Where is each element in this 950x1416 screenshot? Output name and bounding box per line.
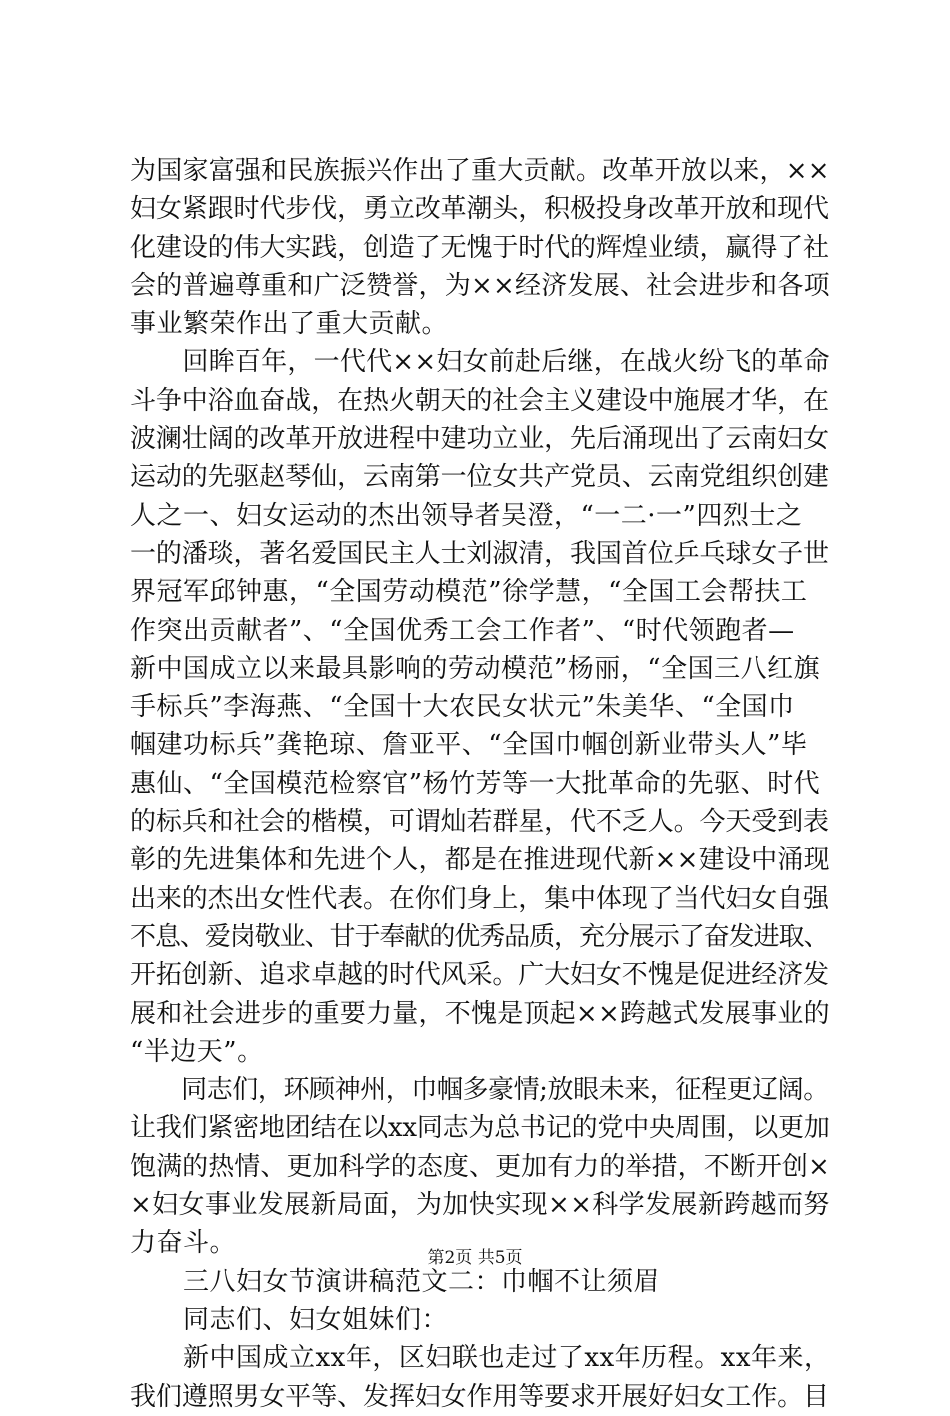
text-line: “半边天”。 xyxy=(130,1036,264,1067)
text-line: 惠仙、“全国模范检察官”杨竹芳等一大批革命的先驱、时代 xyxy=(130,768,821,799)
text-line: 事业繁荣作出了重大贡献。 xyxy=(130,309,449,340)
text-line: 会的普遍尊重和广泛赞誉，为××经济发展、社会进步和各项 xyxy=(130,270,830,301)
text-line: 波澜壮阔的改革开放进程中建功立业，先后涌现出了云南妇女 xyxy=(130,424,829,455)
text-line: 妇女紧跟时代步伐，勇立改革潮头，积极投身改革开放和现代 xyxy=(130,194,829,225)
text-line: 手标兵”李海燕、“全国十大农民女状元”朱美华、“全国巾 xyxy=(130,692,795,723)
text-line: 为国家富强和民族振兴作出了重大贡献。改革开放以来，×× xyxy=(130,156,830,186)
text-line: 同志们、妇女姐妹们： xyxy=(130,1304,449,1335)
text-line: 帼建功标兵”龚艳琼、詹亚平、“全国巾帼创新业带头人”毕 xyxy=(130,730,808,761)
text-line: 饱满的热情、更加科学的态度、更加有力的举措，不断开创× xyxy=(130,1151,830,1182)
text-line: 同志们，环顾神州，巾帼多豪情;放眼未来，征程更辽阔。 xyxy=(130,1075,829,1106)
text-line: 不息、爱岗敬业、甘于奉献的优秀品质，充分展示了奋发进取、 xyxy=(130,921,829,952)
text-line: 新中国成立以来最具影响的劳动模范”杨丽，“全国三八红旗 xyxy=(130,653,821,684)
text-line: 开拓创新、追求卓越的时代风采。广大妇女不愧是促进经济发 xyxy=(130,960,829,991)
text-line: 的标兵和社会的楷模，可谓灿若群星，代不乏人。今天受到表 xyxy=(130,807,829,838)
text-line: ×妇女事业发展新局面，为加快实现××科学发展新跨越而努 xyxy=(130,1190,830,1221)
body-text xyxy=(130,152,830,1416)
text-line: 一的潘琰，著名爱国民主人士刘淑清，我国首位乒乓球女子世 xyxy=(130,538,829,569)
text-line: 回眸百年，一代代××妇女前赴后继，在战火纷飞的革命 xyxy=(130,347,830,378)
text-line: 展和社会进步的重要力量，不愧是顶起××跨越式发展事业的 xyxy=(130,998,830,1029)
text-line: 让我们紧密地团结在以xx同志为总书记的党中央周围，以更加 xyxy=(130,1113,830,1144)
text-line: 力奋斗。 xyxy=(130,1228,237,1259)
text-line: 彰的先进集体和先进个人，都是在推进现代新××建设中涌现 xyxy=(130,845,830,876)
text-line: 化建设的伟大实践，创造了无愧于时代的辉煌业绩，赢得了社 xyxy=(130,232,829,263)
page-footer: 第2页 共5页 xyxy=(427,1248,523,1268)
text-line: 三八妇女节演讲稿范文二：巾帼不让须眉 xyxy=(130,1266,661,1297)
text-line: 我们遵照男女平等、发挥妇女作用等要求开展好妇女工作。目 xyxy=(130,1381,829,1412)
text-line: 作突出贡献者”、“全国优秀工会工作者”、“时代领跑者— xyxy=(130,615,795,646)
text-line: 新中国成立xx年，区妇联也走过了xx年历程。xx年来， xyxy=(130,1343,831,1374)
text-line: 斗争中浴血奋战，在热火朝天的社会主义建设中施展才华，在 xyxy=(130,385,829,416)
text-line: 运动的先驱赵琴仙，云南第一位女共产党员、云南党组织创建 xyxy=(130,462,829,493)
text-line: 界冠军邱钟惠，“全国劳动模范”徐学慧，“全国工会帮扶工 xyxy=(130,577,808,608)
text-line: 出来的杰出女性代表。在你们身上，集中体现了当代妇女自强 xyxy=(130,883,829,914)
text-line: 人之一、妇女运动的杰出领导者吴澄，“一二·一”四烈士之 xyxy=(130,500,803,531)
